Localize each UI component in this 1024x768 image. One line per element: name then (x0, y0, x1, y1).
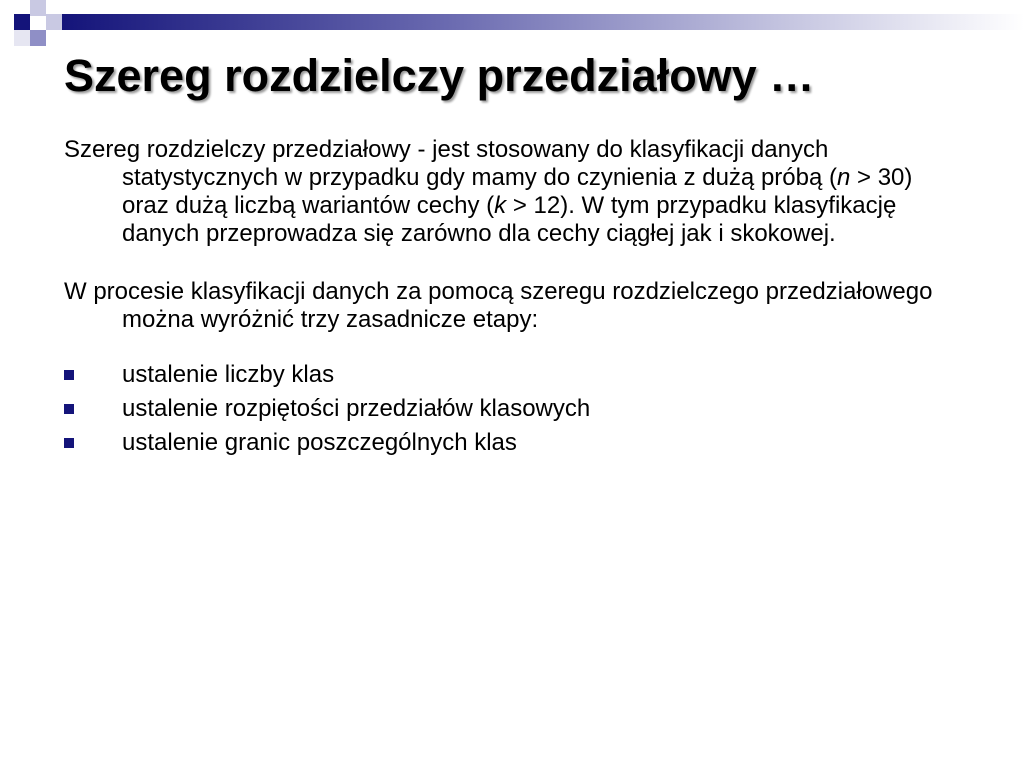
definition-text-middle: > 30) oraz dużą liczbą wariantów cechy ( (122, 164, 913, 219)
slide-body (64, 136, 964, 460)
square-bullet-icon (64, 370, 74, 380)
definition-paragraph (64, 136, 964, 248)
list-item (64, 358, 964, 392)
variable-n: n (836, 164, 851, 191)
list-item (64, 392, 964, 426)
header-gradient-bar (62, 14, 1024, 30)
slide-title: Szereg rozdzielczy przedziałowy … (64, 50, 815, 101)
square-bullet-icon (64, 404, 74, 414)
list-item-text: ustalenie granic poszczególnych klas (122, 429, 517, 456)
decorative-square (14, 14, 30, 30)
process-paragraph: W procesie klasyfikacji danych za pomocą szeregu rozdzielczego przedziałowego można wyróżnić trzy zasadnicze etapy: (64, 278, 933, 333)
list-item (64, 426, 964, 460)
list-item-text: ustalenie liczby klas (122, 361, 335, 388)
definition-text-end: > 12). W tym przypadku klasyfikację danych przeprowadza się zarówno dla cechy ciągłej jak i skokowej. (122, 192, 897, 247)
variable-k: k (494, 192, 507, 219)
decorative-square (14, 30, 30, 46)
list-item-text: ustalenie rozpiętości przedziałów klasowych (122, 395, 591, 422)
decorative-square (30, 30, 46, 46)
decorative-square (46, 14, 62, 30)
definition-text-start: Szereg rozdzielczy przedziałowy - jest stosowany do klasyfikacji danych statystycznych w przypadku gdy mamy do czynienia z dużą próbą ( (64, 136, 837, 191)
square-bullet-icon (64, 438, 74, 448)
decorative-square (30, 0, 46, 16)
steps-list (64, 358, 964, 460)
